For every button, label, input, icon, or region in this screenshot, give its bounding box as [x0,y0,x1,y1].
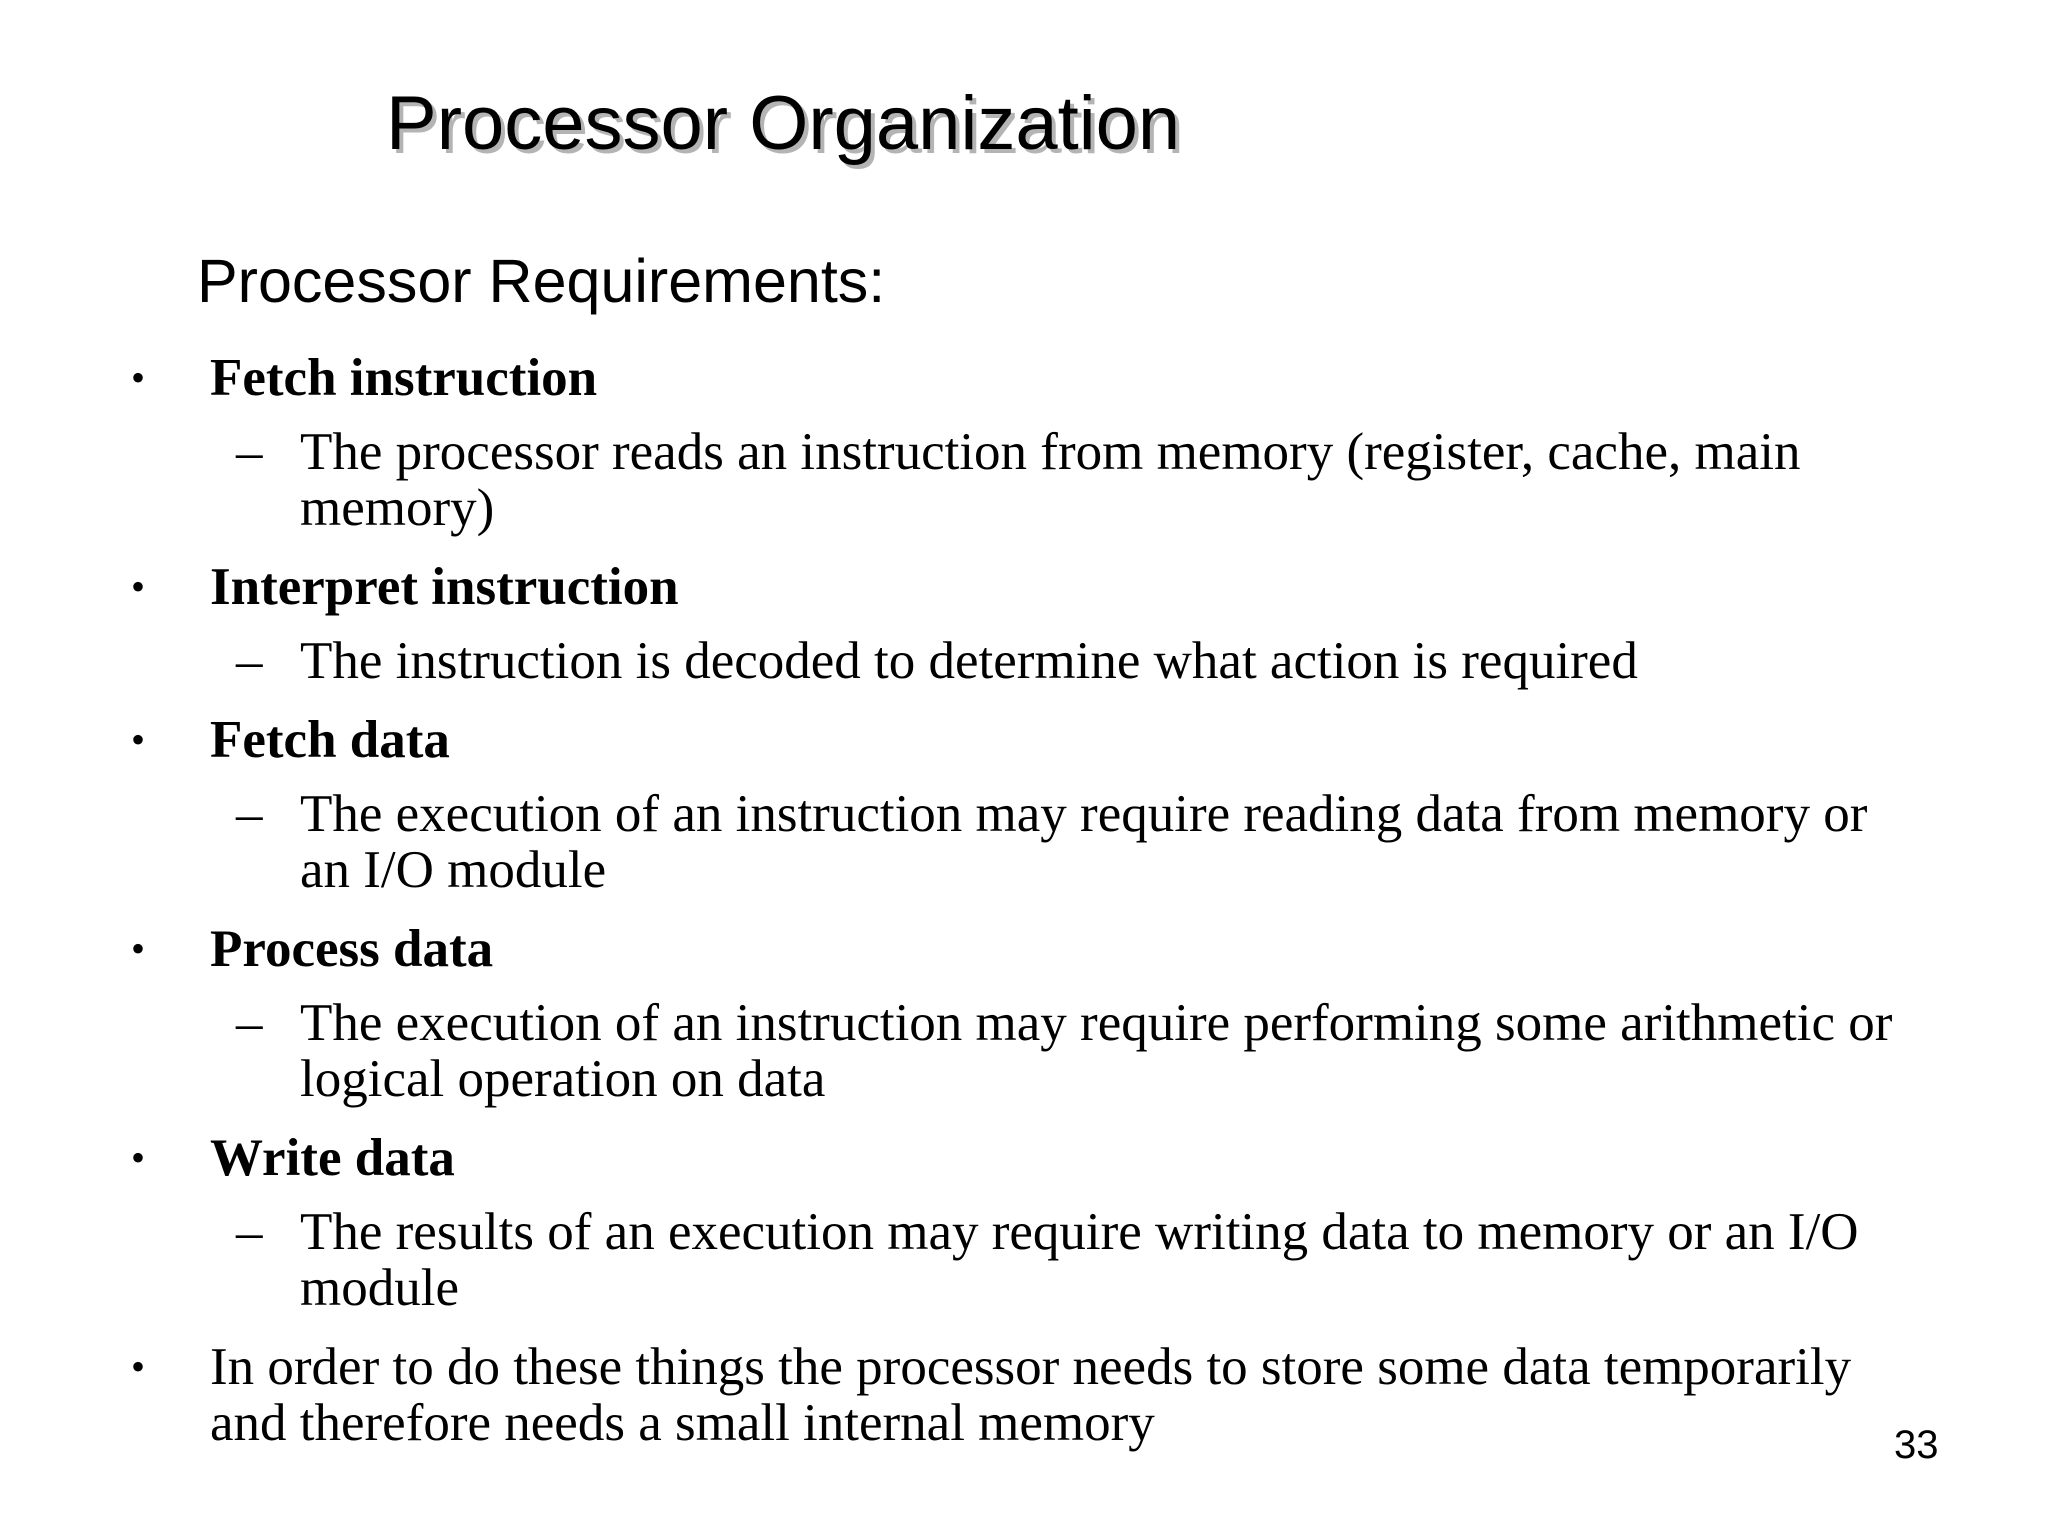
bullet-marker: • [131,1344,146,1389]
bullet-heading-interpret-instruction: Interpret instruction [210,558,679,616]
closing-text-line: In order to do these things the processor needs to store some data temporarily [210,1338,1852,1396]
bullet-detail-line: an I/O module [300,841,607,899]
page-number: 33 [1894,1423,1939,1467]
bullet-detail-line: The results of an execution may require writing data to memory or an I/O [300,1203,1859,1261]
closing-text-line: and therefore needs a small internal memory [210,1394,1155,1452]
bullet-detail-line: The execution of an instruction may require reading data from memory or [300,785,1868,843]
dash-marker: – [236,994,263,1052]
dash-marker: – [236,1203,263,1261]
bullet-detail-line: The instruction is decoded to determine what action is required [300,632,1638,690]
bullet-heading-process-data: Process data [210,920,494,978]
bullet-marker: • [131,1135,146,1180]
bullet-detail-line: module [300,1259,459,1317]
bullet-marker: • [131,717,146,762]
slide-title: Processor Organization [386,81,1181,166]
bullet-heading-fetch-instruction: Fetch instruction [210,349,598,407]
bullet-heading-write-data: Write data [210,1129,455,1187]
dash-marker: – [236,785,263,843]
bullet-detail-line: The execution of an instruction may require performing some arithmetic or [300,994,1893,1052]
bullet-marker: • [131,355,146,400]
bullet-marker: • [131,926,146,971]
bullet-detail-line: logical operation on data [300,1050,826,1108]
bullet-heading-fetch-data: Fetch data [210,711,450,769]
dash-marker: – [236,423,263,481]
slide-subtitle: Processor Requirements: [197,247,886,315]
bullet-detail-line: The processor reads an instruction from memory (register, cache, main [300,423,1801,481]
bullet-detail-line: memory) [300,479,495,537]
dash-marker: – [236,632,263,690]
bullet-marker: • [131,564,146,609]
